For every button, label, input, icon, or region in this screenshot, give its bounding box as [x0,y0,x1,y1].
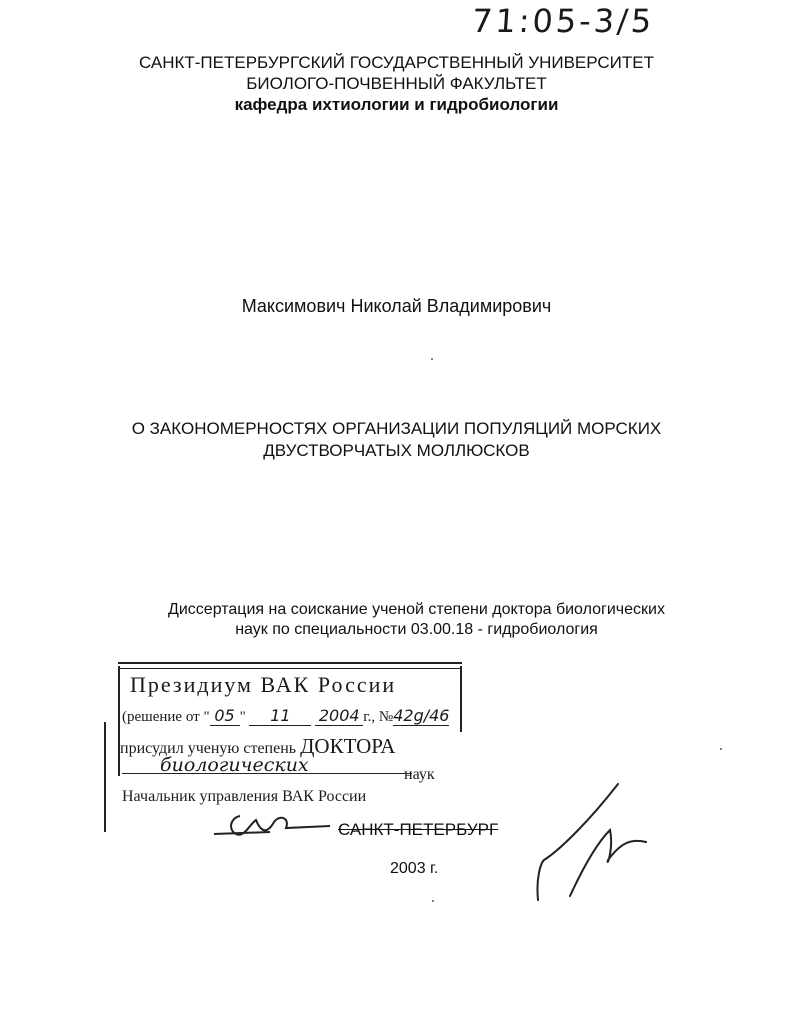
stamp-decision: (решение от " 05 " 11 2004 г., №42g/46 [122,706,450,725]
stamp-signature-icon [210,804,340,844]
title-line-1: О ЗАКОНОМЕРНОСТЯХ ОРГАНИЗАЦИИ ПОПУЛЯЦИЙ МОРСКИХ [131,419,662,438]
dissertation-title [0,418,793,462]
city: САНКТ-ПЕТЕРБУРГ [338,820,499,839]
author-name: Максимович Николай Владимирович [241,296,552,316]
stamp-border-left-outer [104,722,106,832]
awarded-text: присудил ученую степень [120,740,297,757]
university-name: САНКТ-ПЕТЕРБУРГСКИЙ ГОСУДАРСТВЕННЫЙ УНИВЕРСИТЕТ [138,53,655,72]
decision-number: 42g/46 [393,706,450,725]
scan-speck [720,748,722,750]
stamp-field: биологических [160,754,309,776]
stamp-head: Начальник управления ВАК России [122,788,367,805]
scan-speck [431,358,433,360]
header-block [0,52,793,115]
dissertation-description [20,600,793,640]
decision-year: 2004 [315,706,363,726]
stamp-sciences: наук [404,766,435,783]
stamp-border-top [118,662,462,669]
title-line-2: ДВУСТВОРЧАТЫХ МОЛЛЮСКОВ [263,441,530,460]
year: 2003 г. [390,860,439,877]
description-line-2: наук по специальности 03.00.18 - гидробиология [235,621,598,638]
decision-month: 11 [249,706,311,726]
decision-year-suffix: г., № [363,709,394,725]
handwritten-signature-icon [530,780,660,910]
decision-prefix: (решение от [122,709,200,725]
faculty-name: БИОЛОГО-ПОЧВЕННЫЙ ФАКУЛЬТЕТ [246,74,547,93]
stamp-border-left [118,666,120,776]
scan-speck [432,900,434,902]
department-name: кафедра ихтиологии и гидробиологии [234,95,559,114]
decision-day: 05 [210,706,240,726]
catalog-number: 71:05-3/5 [470,2,656,40]
degree-text: ДОКТОРА [300,734,396,758]
description-line-1: Диссертация на соискание ученой степени доктора биологических [168,601,665,618]
stamp-border-right [460,666,462,732]
stamp-title: Президиум ВАК России [130,672,397,697]
